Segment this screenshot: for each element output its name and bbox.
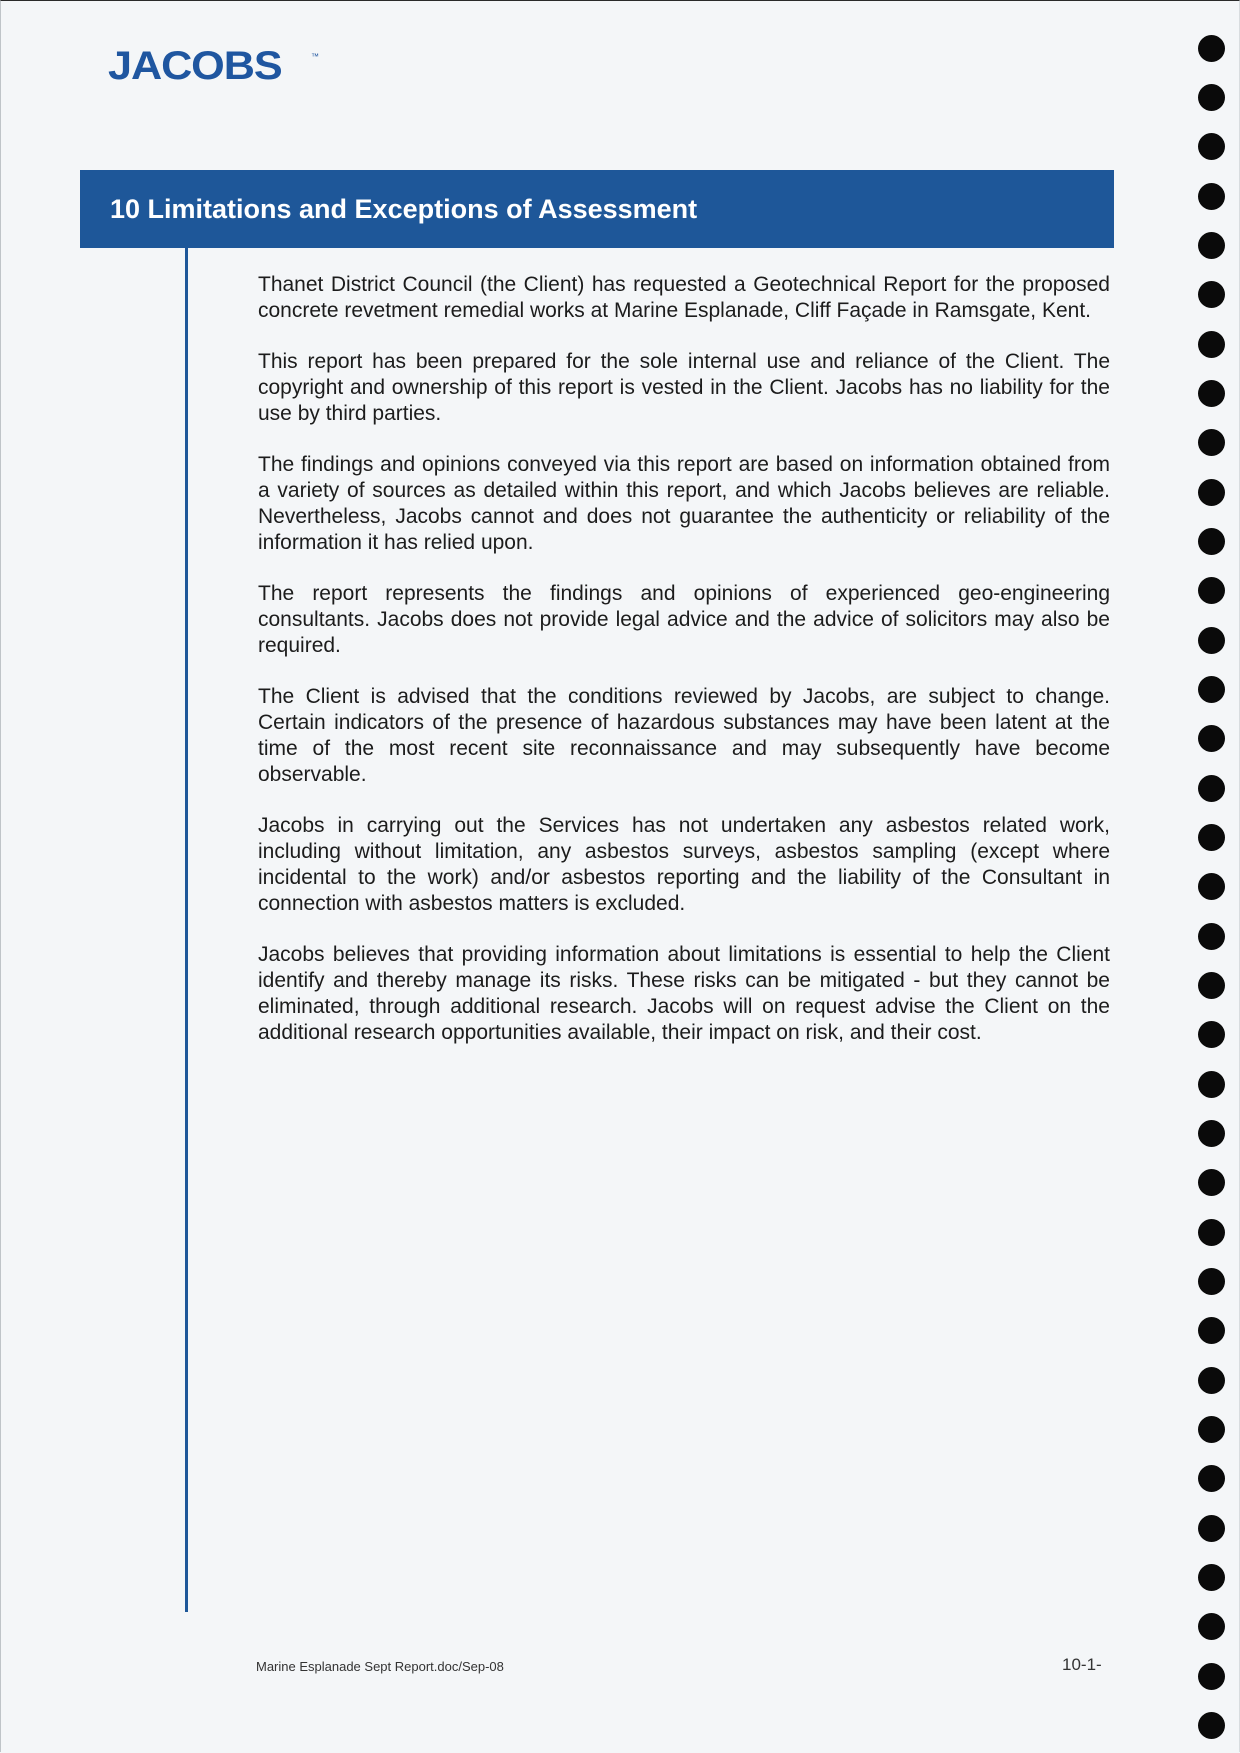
binding-hole bbox=[1198, 1268, 1225, 1295]
binding-hole bbox=[1198, 1465, 1225, 1492]
section-banner bbox=[80, 170, 1114, 248]
binding-hole bbox=[1198, 133, 1225, 160]
jacobs-logo: JACOBS bbox=[108, 44, 282, 88]
binding-hole bbox=[1198, 1515, 1225, 1542]
binding-hole bbox=[1198, 725, 1225, 752]
body-text bbox=[258, 272, 1110, 1071]
binding-hole bbox=[1198, 528, 1225, 555]
margin-rule bbox=[185, 248, 188, 1612]
binding-hole bbox=[1198, 627, 1225, 654]
binding-hole bbox=[1198, 775, 1225, 802]
binding-hole bbox=[1198, 873, 1225, 900]
binding-hole bbox=[1198, 331, 1225, 358]
binding-hole bbox=[1198, 676, 1225, 703]
logo-trademark: ™ bbox=[311, 52, 319, 61]
section-title: 10 Limitations and Exceptions of Assessment bbox=[110, 194, 698, 224]
footer-page-number: 10-1- bbox=[1062, 1655, 1102, 1674]
paragraph-scope: Thanet District Council (the Client) has requested a Geotechnical Report for the proposed concrete revetment remedial works at Marine Esplanade, Cliff Façade in Ramsgate, Kent. bbox=[258, 273, 1110, 322]
paragraph-sources: The findings and opinions conveyed via this report are based on information obtained from a variety of sources as detailed within this report, and which Jacobs believes are reliable. Nevertheless, Jacobs cannot and does not guarantee the authenticity or reliability of the information it has relied upon. bbox=[258, 453, 1110, 554]
paragraph-asbestos: Jacobs in carrying out the Services has not undertaken any asbestos related work, including without limitation, any asbestos surveys, asbestos sampling (except where incidental to the work) and/or asbestos reporting and the liability of the Consultant in connection with asbestos matters is excluded. bbox=[258, 814, 1110, 915]
binding-hole bbox=[1198, 1219, 1225, 1246]
binding-hole bbox=[1198, 1564, 1225, 1591]
paragraph-risk: Jacobs believes that providing information about limitations is essential to help the Client identify and thereby manage its risks. These risks can be mitigated - but they cannot be eliminated, through additional research. Jacobs will on request advise the Client on the additional research opportunities available, their impact on risk, and their cost. bbox=[258, 943, 1110, 1044]
binding-hole bbox=[1198, 232, 1225, 259]
paragraph-reliance: This report has been prepared for the sole internal use and reliance of the Client. The copyright and ownership of this report is vested in the Client. Jacobs has no liability for the use by third parties. bbox=[258, 350, 1110, 425]
binding-hole bbox=[1198, 1613, 1225, 1640]
paragraph-conditions: The Client is advised that the conditions reviewed by Jacobs, are subject to change. Certain indicators of the presence of hazardous substances may have been latent at the time of the most recent site reconnaissance and may subsequently have become observable. bbox=[258, 685, 1110, 786]
binding-hole bbox=[1198, 35, 1225, 62]
binding-hole bbox=[1198, 577, 1225, 604]
binding-hole bbox=[1198, 1367, 1225, 1394]
binding-hole bbox=[1198, 1712, 1225, 1739]
binding-hole bbox=[1198, 281, 1225, 308]
binding-hole bbox=[1198, 429, 1225, 456]
binding-hole bbox=[1198, 479, 1225, 506]
paragraph-legal-advice: The report represents the findings and opinions of experienced geo-engineering consultants. Jacobs does not provide legal advice and the advice of solicitors may also be required. bbox=[258, 582, 1110, 657]
binding-hole bbox=[1198, 1663, 1225, 1690]
footer-filename: Marine Esplanade Sept Report.doc/Sep-08 bbox=[256, 1659, 504, 1674]
binding-holes bbox=[1198, 0, 1228, 1753]
binding-hole bbox=[1198, 824, 1225, 851]
binding-hole bbox=[1198, 183, 1225, 210]
binding-hole bbox=[1198, 380, 1225, 407]
binding-hole bbox=[1198, 1071, 1225, 1098]
binding-hole bbox=[1198, 1169, 1225, 1196]
binding-hole bbox=[1198, 1416, 1225, 1443]
binding-hole bbox=[1198, 1021, 1225, 1048]
binding-hole bbox=[1198, 1317, 1225, 1344]
binding-hole bbox=[1198, 972, 1225, 999]
binding-hole bbox=[1198, 923, 1225, 950]
binding-hole bbox=[1198, 1120, 1225, 1147]
binding-hole bbox=[1198, 84, 1225, 111]
